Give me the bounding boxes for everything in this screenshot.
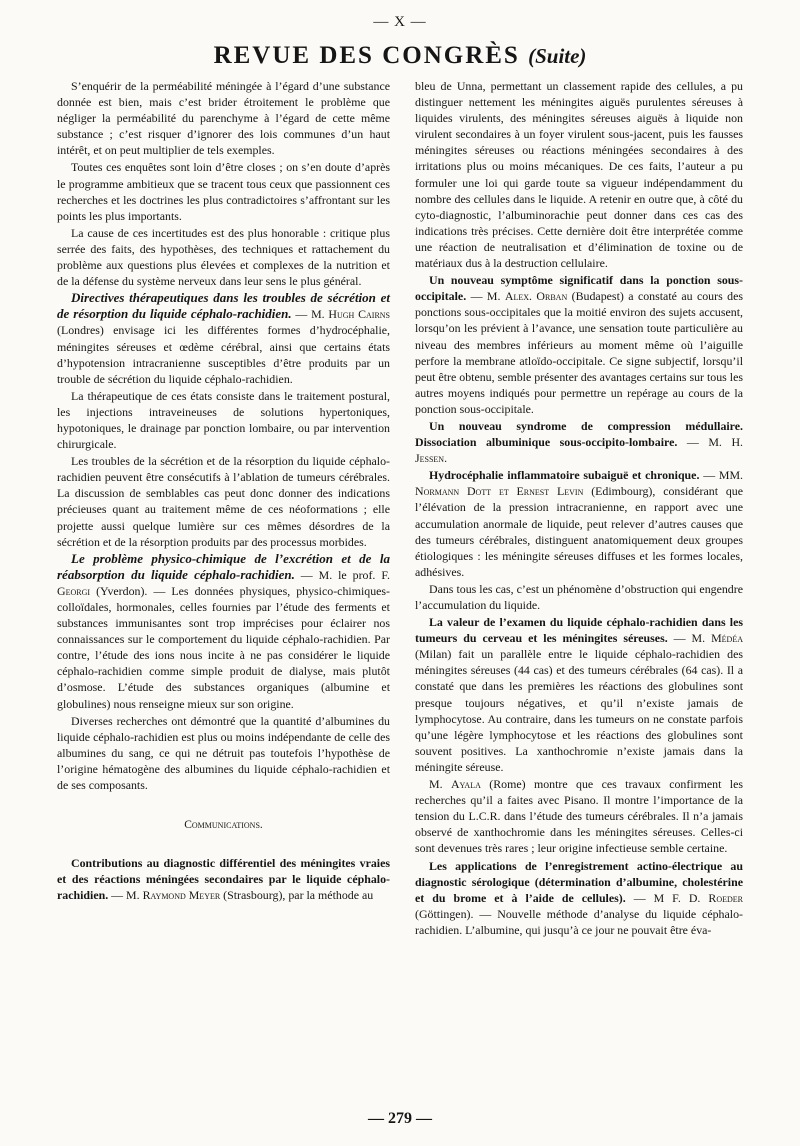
author-name: Roeder xyxy=(708,890,743,905)
dash: — M. xyxy=(108,888,143,903)
dash: — MM. xyxy=(699,468,743,483)
paragraph: La cause de ces incertitudes est des plus honorable : critique plus serrée des faits, des hypothèses, des techniques et rattachement du problème aux questions plus élevées et complexes de la nutrition et de la défense du système nerveux dans leur sens le plus général. xyxy=(57,225,390,289)
section-title: Un nouveau symptôme significatif dans la ponction sous-occipitale. xyxy=(415,273,743,304)
section-cairns xyxy=(57,290,390,387)
section-roeder xyxy=(415,858,743,938)
author-name: Alex. Orban xyxy=(504,289,568,304)
dash: — M. le prof. xyxy=(294,567,382,582)
paragraph: Toutes ces enquêtes sont loin d’être closes ; on s’en doute d’après le programme ambitieux que se tracent tous ceux que passionnent ces recherches et les doctrines les plus contradictoires s’affrontant sur les points les plus importants. xyxy=(57,160,390,223)
paragraph: La thérapeutique de ces états consiste dans le traitement postural, les injections intraveineuses de solutions hypertoniques, hypotoniques, le drainage par ponction lombaire, ou par intervention chirurgicale. xyxy=(57,388,390,452)
right-column xyxy=(415,78,743,938)
section-meyer xyxy=(57,855,390,903)
paragraph: S’enquérir de la perméabilité méningée à l’égard d’une substance donnée est bien, mais c’est brider étroitement le problème que négliger la perméabilité du parenchyme à l’égard de cette même substance ; c’est risquer d’ignorer des lois communes d’un haut intérêt, et on peut multiplier de tels exemples. xyxy=(57,79,390,158)
author-name: Hugh Cairns xyxy=(328,307,391,322)
section-body: (Rome) montre que ces travaux confirment les recherches qu’il a faites avec Pisano. Il montre l’importance de la tension du L.C.R. dans l’étude des tumeurs cérébrales. Il n’a jamais observé de xanthochromie dans les méningites séreuses. Celles-ci sont devenues très rares ; leur origine infectieuse semble certaine. xyxy=(415,777,743,856)
left-column xyxy=(57,78,390,904)
title-text: REVUE DES CONGRÈS xyxy=(213,42,520,69)
author-name: H. Jessen xyxy=(415,435,743,466)
dash: — M F. D. xyxy=(625,890,709,905)
title-suite: (Suite) xyxy=(528,44,587,68)
paragraph: Dans tous les cas, c’est un phénomène d’obstruction qui engendre l’accumulation du liquide. xyxy=(415,581,743,612)
section-title: Contributions au diagnostic différentiel des méningites vraies et des réactions méningées secondaires par le liquide céphalo-rachidien. xyxy=(57,856,390,903)
section-medea xyxy=(415,614,743,775)
section-orban xyxy=(415,272,743,417)
paragraph: Diverses recherches ont démontré que la quantité d’albumines du liquide céphalo-rachidien est plus ou moins indépendante de celle des albumines du sang, ce qui ne détruit pas toutefois l’hypothèse de l’origine hématogène des albumines du liquide céphalo-rachidien et de ses composants. xyxy=(57,713,390,793)
section-body: (Londres) envisage ici les différentes formes d’hydrocéphalie, méningites séreuses et œdème cérébral, ainsi que certains états d’hypotension intracranienne susceptibles d’être produits par un trouble de sécrétion du liquide céphalo-rachidien. xyxy=(57,323,390,386)
section-title: Le problème physico-chimique de l’excrétion et de la réabsorption du liquide céphalo-rachidien. xyxy=(57,550,390,582)
paragraph: Les troubles de la sécrétion et de la résorption du liquide céphalo-rachidien peuvent être consécutifs à l’ablation de tumeurs cérébrales. La discussion de semblables cas peut donc donner des indications précieuses quant au traitement même de ces néoformations ; elle projette aussi quelque lumière sur ces mêmes désordres de la sécrétion et de la résorption produits par des processus morbides. xyxy=(57,454,390,549)
section-jessen xyxy=(415,418,743,466)
section-body: (Strasbourg), par la méthode au xyxy=(220,888,374,903)
author-name: Normann Dott et Ernest Levin xyxy=(415,484,584,499)
section-title: La valeur de l’examen du liquide céphalo-rachidien dans les tumeurs du cerveau et les méningites séreuses. xyxy=(415,615,743,646)
section-title: Hydrocéphalie inflammatoire subaiguë et chronique. xyxy=(429,468,700,483)
author-name: Médéa xyxy=(711,631,743,646)
section-body: (Milan) fait un parallèle entre le liquide céphalo-rachidien des méningites séreuses (44 cas) et des tumeurs cérébrales (64 cas). Il a constaté que dans les premières les réactions des globulines sont presque toujours négatives, et qu’il n’existe jamais de lymphocytose. Au contraire, dans les tumeurs on ne constate parfois qu’une légère lymphocytose et les réactions des globulines sont souvent positives. La xanthochromie n’existe jamais dans la méningite séreuse. xyxy=(415,647,743,774)
paragraph: bleu de Unna, permettant un classement rapide des cellules, a pu distinguer nettement les méningites aiguës purulentes séreuses à liquides virulents, des méningites séreuses aiguës à liquide non virulent secondaires à un foyer virulent sous-jacent, puis les fausses méningites séreuses ou réactions méningées secondaires à des irritations plus ou moins mécaniques. De ces faits, l’auteur a pu formuler une loi qui garde toute sa vigueur indépendamment du nombre des cellules dans le liquide. A retenir en outre que, à côté du cyto-diagnostic, l’albuminorachie peut donner dans ces cas des indications très précises. Cette dernière doit être interprétée comme une réaction de neutralisation et d’élimination de toxine ou de matériaux dus à la destruction cellulaire. xyxy=(415,79,743,271)
dash: — M. xyxy=(291,307,329,322)
section-title: Un nouveau syndrome de compression médullaire. Dissociation albuminique sous-occipito-lombaire. xyxy=(415,418,743,450)
page-folio: — X — xyxy=(373,14,427,30)
dash: — M. xyxy=(466,289,505,304)
section-ayala xyxy=(415,776,743,856)
section-body: (Yverdon). — Les données physiques, physico-chimiques-colloïdales, hormonales, celles fournies par l’étude des ferments et substances immunisantes sont trop imprécises pour éclairer nos connaissances sur le comportement du liquide céphalo-rachidien. Par contre, l’étude des ions nous incite à ne pas considérer le liquide céphalo-rachidien comme simple produit de dialyse, mais plutôt d’osmose. L’étude des substances organiques (albumine et globulines) nous renseigne mieux sur son origine. xyxy=(57,583,390,711)
page-number: — 279 — xyxy=(368,1110,432,1127)
dash: — M. xyxy=(677,435,732,450)
communications-heading: Communications. xyxy=(184,819,263,832)
section-body: (Budapest) a constaté au cours des ponctions sous-occipitales que la moitié environ des sujets accusent, lorsqu’on les prévient à l’avance, une sensation toute particulière au niveau des membres inférieurs au moment même où l’aiguille perfore la membrane atloïdo-occipitale. Ce signe subjectif, lorsqu’il peut être obtenu, semble présenter des avantages certains sur tous les autres moyens indiqués pour permettre un repérage au cours de la ponction sous-occipitale. xyxy=(415,289,743,416)
author-name: Ayala xyxy=(450,777,481,792)
section-body: (Edimbourg), considérant que l’élévation de la pression intracranienne, en rapport avec une accumulation anormale de liquide, peut relever d’autres causes que des tumeurs cérébrales, distinguent anatomiquement deux groupes étiologiques : les méningite séreuses diffuses et les formes locales, adhésives. xyxy=(415,484,744,579)
period: . xyxy=(444,451,448,466)
author-name: Raymond Meyer xyxy=(142,888,221,903)
section-body: (Göttingen). — Nouvelle méthode d’analyse du liquide céphalo-rachidien. L’albumine, qui jusqu’à ce jour ne pouvait être éva- xyxy=(415,906,743,937)
author-name: F. Georgi xyxy=(57,567,390,598)
section-dott-levin xyxy=(415,467,743,580)
page-title xyxy=(0,42,800,70)
dash: — M. xyxy=(667,631,712,646)
section-title: Les applications de l’enregistrement actino-électrique au diagnostic sérologique (détermination d’albumine, cholestérine et du brome et à l’aide de cellules). xyxy=(415,858,743,905)
section-georgi xyxy=(57,551,390,712)
section-title: Directives thérapeutiques dans les troubles de sécrétion et de résorption du liquide céphalo-rachidien. xyxy=(57,290,390,322)
prefix: M. xyxy=(429,777,451,792)
